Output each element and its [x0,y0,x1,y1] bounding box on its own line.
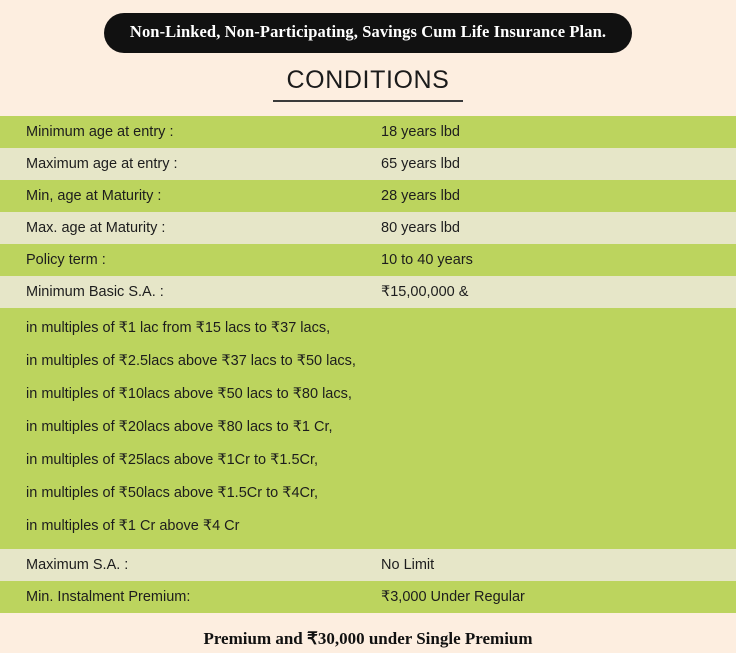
page-title: CONDITIONS [273,66,464,102]
row-label: Minimum Basic S.A. : [26,284,164,300]
row-value: 18 years lbd [381,124,460,140]
row-value: 80 years lbd [381,220,460,236]
list-item: in multiples of ₹50lacs above ₹1.5Cr to ₹4Cr, [26,485,319,501]
plan-banner: Non-Linked, Non-Participating, Savings Cum Life Insurance Plan. [104,13,632,53]
table-row [0,212,736,244]
row-label: Minimum age at entry : [26,124,174,140]
row-label: Min. Instalment Premium: [26,589,191,605]
table-row [0,581,736,613]
page-title-container [0,66,736,102]
row-label: Maximum S.A. : [26,557,129,573]
row-label: Min, age at Maturity : [26,188,162,204]
row-value: ₹15,00,000 & [381,284,469,300]
table-row [0,244,736,276]
table-row [0,180,736,212]
banner-container [0,0,736,53]
list-item: in multiples of ₹1 lac from ₹15 lacs to ₹37 lacs, [26,320,331,336]
row-value: ₹3,000 Under Regular [381,589,525,605]
table-row [0,276,736,308]
row-value: 10 to 40 years [381,252,473,268]
list-item: in multiples of ₹10lacs above ₹50 lacs to ₹80 lacs, [26,386,352,402]
footer-note: Premium and ₹30,000 under Single Premium [203,629,533,648]
list-item: in multiples of ₹1 Cr above ₹4 Cr [26,518,240,534]
list-item: in multiples of ₹25lacs above ₹1Cr to ₹1.5Cr, [26,452,319,468]
conditions-table [0,116,736,613]
table-row [0,549,736,581]
list-item: in multiples of ₹20lacs above ₹80 lacs to ₹1 Cr, [26,419,333,435]
row-label: Maximum age at entry : [26,156,178,172]
list-item: in multiples of ₹2.5lacs above ₹37 lacs to ₹50 lacs, [26,353,356,369]
table-row [0,116,736,148]
row-value: 65 years lbd [381,156,460,172]
row-value: 28 years lbd [381,188,460,204]
sum-assured-multiples-block [0,308,736,549]
row-label: Policy term : [26,252,106,268]
table-row [0,148,736,180]
row-value: No Limit [381,557,435,573]
row-label: Max. age at Maturity : [26,220,166,236]
